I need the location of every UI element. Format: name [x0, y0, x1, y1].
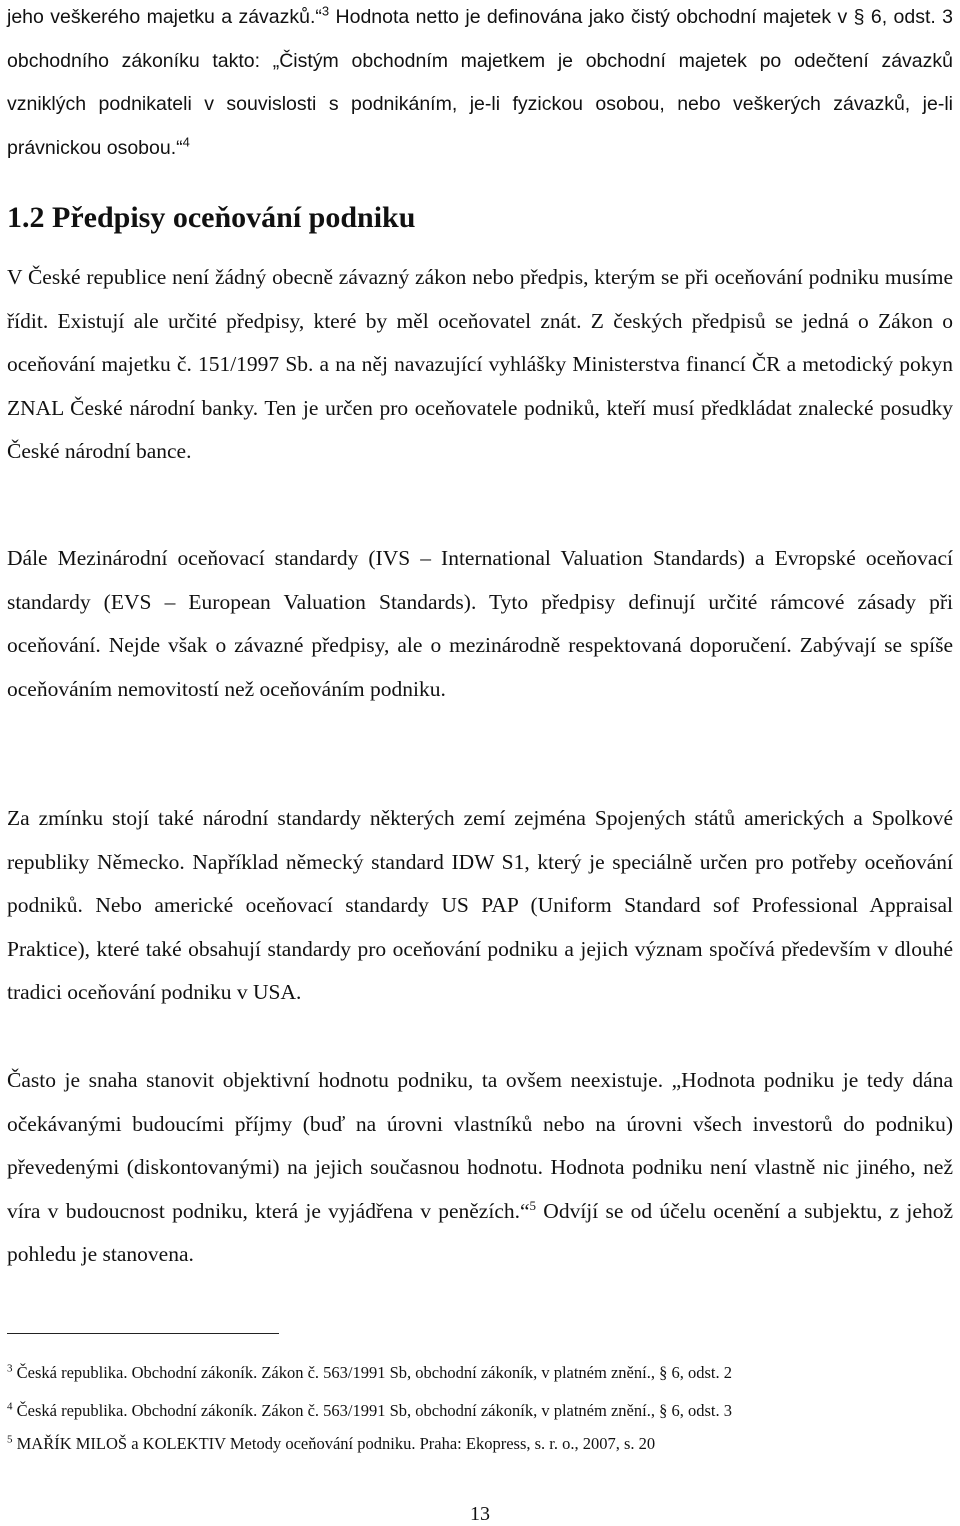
- paragraph-2: V České republice není žádný obecně závazný zákon nebo předpis, kterým se při oceňování podniku musíme řídit. Existují ale určité předpisy, které by měl oceňovatel znát. Z českých předpisů se jedná o Zákon o oceňování majetku č. 151/1997 Sb. a na něj navazující vyhlášky Ministerstva financí ČR a metodický pokyn ZNAL České národní banky. Ten je určen pro oceňovatele podniků, kteří musí předkládat znalecké posudky České národní bance.: [7, 265, 953, 463]
- footnote-ref-3[interactable]: 3: [321, 3, 330, 19]
- paragraph-4: Za zmínku stojí také národní standardy některých zemí zejména Spojených států amerických a Spolkové republiky Německo. Například německý standard IDW S1, který je speciálně určen pro potřeby oceňování podniků. Nebo americké oceňovací standardy US PAP (Uniform Standard sof Professional Appraisal Praktice), které také obsahují standardy pro oceňování podniku a jejich význam spočívá především v dlouhé tradici oceňování podniku v USA.: [7, 806, 953, 1004]
- footnote-5: [7, 1434, 655, 1454]
- page-number: 13: [470, 1503, 490, 1525]
- footnote-text: MAŘÍK MILOŠ a KOLEKTIV Metody oceňování podniku. Praha: Ekopress, s. r. o., 2007, s. 20: [12, 1434, 656, 1453]
- footnote-divider: [7, 1333, 279, 1334]
- footnote-number: 5: [7, 1433, 13, 1446]
- section-heading: 1.2 Předpisy oceňování podniku: [7, 201, 416, 234]
- footnote-4: [7, 1401, 732, 1421]
- paragraph-3: Dále Mezinárodní oceňovací standardy (IVS – International Valuation Standards) a Evropské oceňovací standardy (EVS – European Valuation Standards). Tyto předpisy definují určité rámcové zásady při oceňování. Nejde však o závazné předpisy, ale o mezinárodně respektovaná doporučení. Zabývají se spíše oceňováním nemovitostí než oceňováním podniku.: [7, 546, 953, 701]
- paragraph-5-text-a: Často je snaha stanovit objektivní hodnotu podniku, ta ovšem neexistuje. „Hodnota podniku je tedy dána očekávanými budoucími příjmy (buď na úrovni vlastníků nebo na úrovni všech investorů do podniku) převedenými (diskontovanými) na jejich současnou hodnotu. Hodnota podniku není vlastně nic jiného, než víra v budoucnost podniku, která je vyjádřena v penězích.“: [7, 1068, 953, 1223]
- paragraph-1-text-b: Hodnota netto je definována jako čistý obchodní majetek v § 6, odst. 3 obchodního zákoníku takto: „Čistým obchodním majetkem je obchodní majetek po odečtení závazků vzniklých podnikateli v souvislosti s podnikáním, je-li fyzickou osobou, nebo veškerých závazků, je-li právnickou osobou.“: [7, 6, 954, 159]
- footnote-ref-5[interactable]: 5: [529, 1197, 537, 1213]
- paragraph-1-text-a: jeho veškerého majetku a závazků.“: [7, 6, 322, 28]
- paragraph-5: [7, 1059, 953, 1277]
- paragraph-5-text-b: Odvíjí se od účelu ocenění a subjektu, z jehož pohledu je stanovena.: [7, 1198, 953, 1266]
- footnote-ref-4[interactable]: 4: [182, 134, 190, 149]
- footnote-text: Česká republika. Obchodní zákoník. Zákon č. 563/1991 Sb, obchodní zákoník, v platném znění., § 6, odst. 3: [12, 1401, 732, 1420]
- footnote-number: 4: [7, 1400, 13, 1413]
- footnote-text: Česká republika. Obchodní zákoník. Zákon č. 563/1991 Sb, obchodní zákoník, v platném znění., § 6, odst. 2: [12, 1363, 732, 1382]
- footnote-3: [7, 1363, 732, 1383]
- footnote-number: 3: [7, 1362, 13, 1375]
- paragraph-1: [7, 0, 953, 170]
